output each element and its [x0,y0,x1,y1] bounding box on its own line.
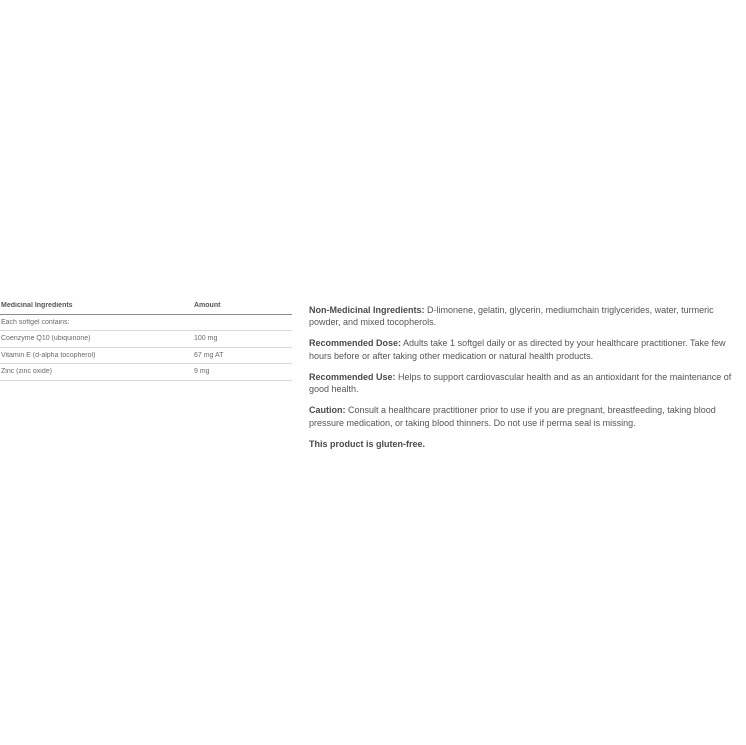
medicinal-ingredients-table [0,298,292,381]
ingredient-name: Vitamin E (d-alpha tocopherol) [1,351,96,359]
recommended-dose-paragraph [309,337,743,362]
caution-paragraph [309,404,743,429]
table-row [0,348,292,365]
table-row [0,364,292,381]
softgel-note: Each softgel contains: [1,318,70,326]
recommended-use-text: Helps to support cardiovascular health and as an antioxidant for the maintenance of good health. [309,371,732,395]
product-info-panel [309,304,743,459]
caution-text: Consult a healthcare practitioner prior to use if you are pregnant, breastfeeding, taking blood pressure medication, or taking blood thinners. Do not use if perma seal is missing. [309,405,716,428]
ingredient-amount: 100 mg [194,335,218,343]
ingredient-name: Zinc (zinc oxide) [1,368,52,376]
non-medicinal-ingredients-paragraph [309,304,743,329]
non-medicinal-ingredients-text: D-limonene, gelatin, glycerin, mediumchain triglycerides, water, turmeric powder, and mixed tocopherols. [309,305,714,328]
table-header-row [0,298,292,315]
ingredient-amount: 67 mg AT [194,351,224,359]
ingredient-amount: 9 mg [194,368,210,376]
column-header-amount: Amount [194,302,221,310]
gluten-free-note: This product is gluten-free. [309,438,426,449]
table-row [0,331,292,348]
non-medicinal-ingredients-label: Non-Medicinal Ingredients: [309,305,425,315]
column-header-ingredients: Medicinal Ingredients [1,302,73,310]
table-note-row [0,315,292,332]
recommended-dose-text: Adults take 1 softgel daily or as directed by your healthcare practitioner. Take few hours before or after taking other medication or natural health products. [309,338,726,361]
recommended-dose-label: Recommended Dose: [309,338,402,349]
caution-label: Caution: [309,405,346,416]
recommended-use-paragraph [309,371,743,396]
ingredient-name: Coenzyme Q10 (ubiquinone) [1,335,91,343]
recommended-use-label: Recommended Use: [309,371,396,382]
